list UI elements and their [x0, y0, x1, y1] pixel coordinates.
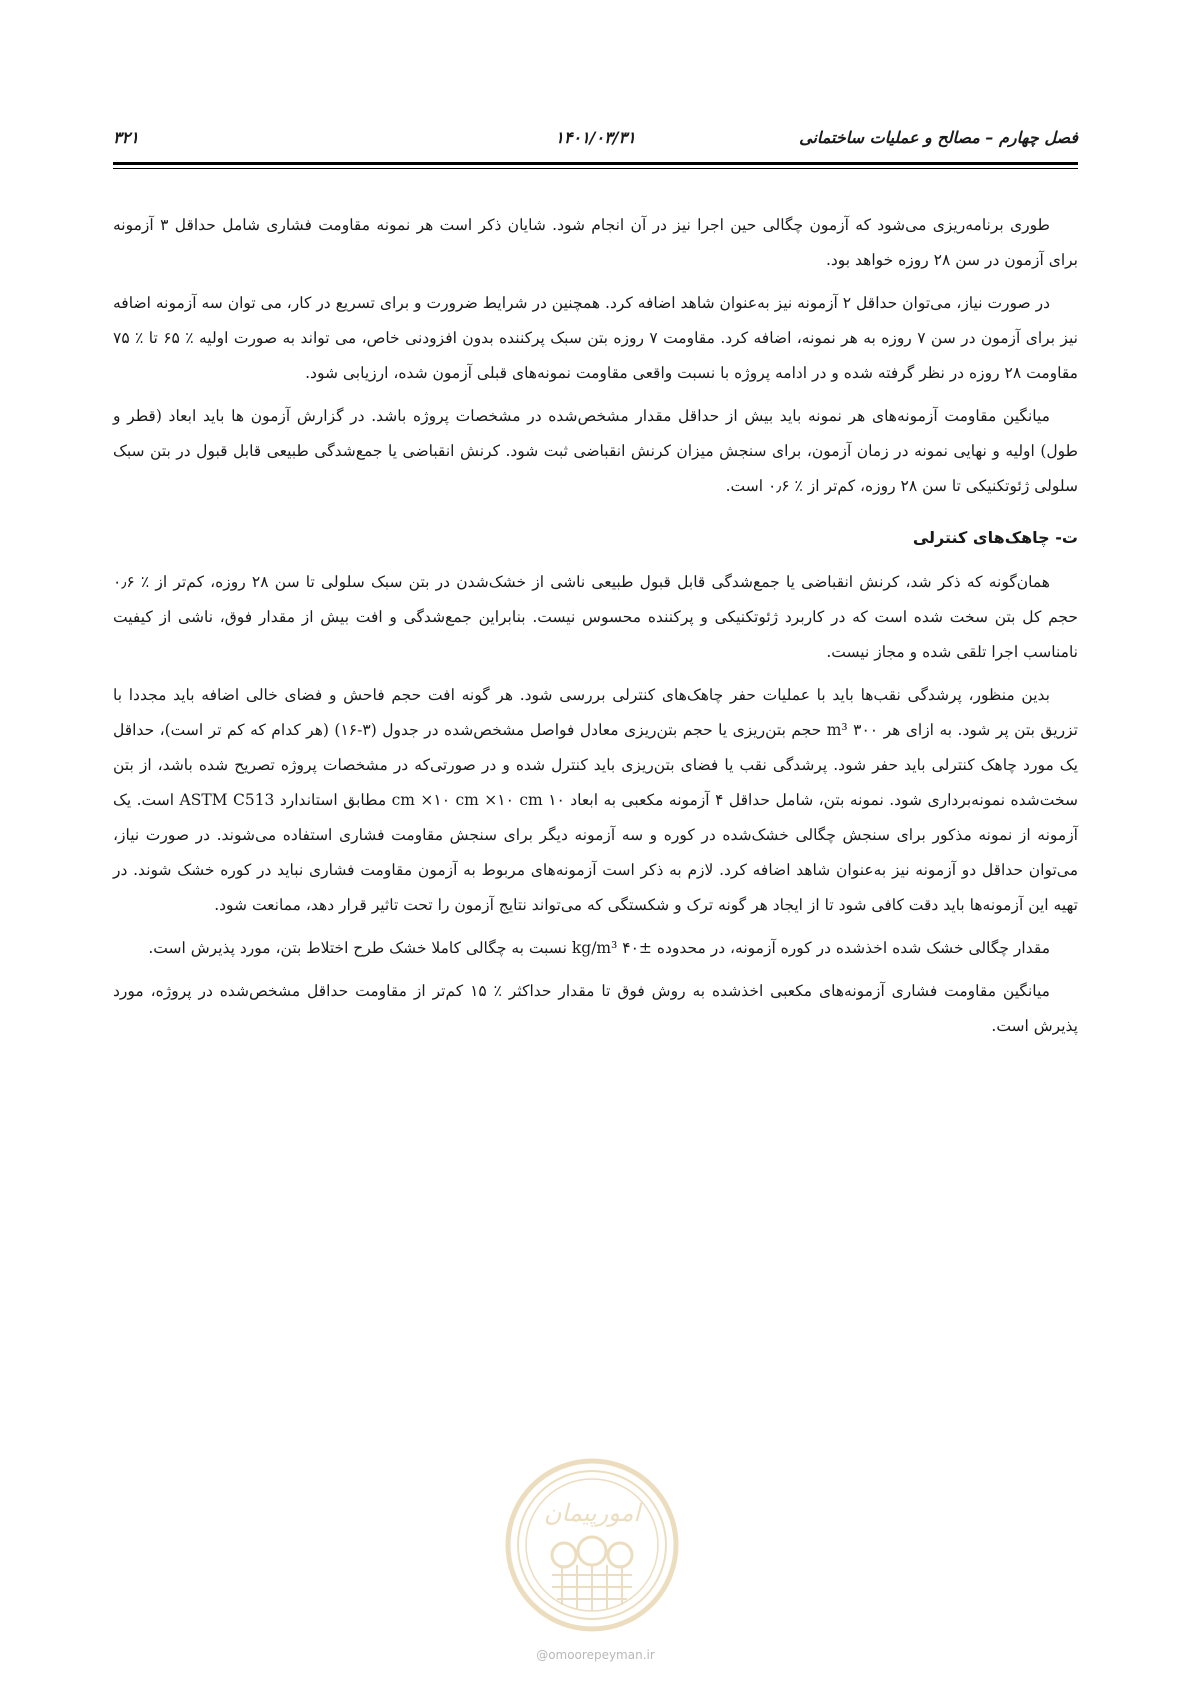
page-number: ۳۲۱	[113, 128, 139, 147]
paragraph: همان‌گونه که ذکر شد، کرنش انقباضی یا جمع‌شدگی قابل قبول طبیعی ناشی از خشک‌شدن در بتن سبک سلولی تا سن ۲۸ روزه، کم‌تر از ٪ ۰٫۶ حجم کل بتن سخت شده است که در کاربرد ژئوتکنیکی و پرکننده محسوس نیست. بنابراین جمع‌شدگی و افت بیش از مقدار فوق، ناشی از کیفیت نامناسب اجرا تلقی شده و مجاز نیست.	[113, 573, 1078, 661]
watermark-logo-text: امورپیمان	[543, 1499, 641, 1527]
paragraph: بدین منظور، پرشدگی نقب‌ها باید با عملیات حفر چاهک‌های کنترلی بررسی شود. هر گونه افت حجم فاحش و فضای خالی اضافه باید مجددا با تزریق بتن پر شود. به ازای هر ۳۰۰ m³ حجم بتن‌ریزی یا حجم بتن‌ریزی معادل فواصل مشخص‌شده در جدول (۳-۱۶) (هر کدام که کم تر است)، حداقل یک مورد چاهک کنترلی باید حفر شود. پرشدگی نقب یا فضای بتن‌ریزی باید کنترل شده و در صورتی‌که در مشخصات پروژه تصریح شده باشد، از بتن سخت‌شده نمونه‌برداری شود. نمونه بتن، شامل حداقل ۴ آزمونه مکعبی به ابعاد ۱۰ cm ×۱۰ cm ×۱۰ cm مطابق استاندارد ASTM C513 است. یک آزمونه از نمونه مذکور برای سنجش چگالی خشک‌شده در کوره و سه آزمونه دیگر برای سنجش مقاومت فشاری استفاده می‌شوند. در صورت نیاز، می‌توان حداقل دو آزمونه نیز به‌عنوان شاهد اضافه کرد. لازم به ذکر است آزمونه‌های مربوط به آزمون مقاومت فشاری نباید در کوره خشک شوند. در تهیه این آزمونه‌ها باید دقت کافی شود تا از ایجاد هر گونه ترک و شکستگی که می‌تواند نتایج آزمون را تحت تاثیر قرار دهد، ممانعت شود.	[113, 686, 1078, 914]
paragraph: طوری برنامه‌ریزی می‌شود که آزمون چگالی حین اجرا نیز در آن انجام شود. شایان ذکر است هر نمونه مقاومت فشاری شامل حداقل ۳ آزمونه برای آزمون در سن ۲۸ روزه خواهد بود.	[113, 216, 1078, 269]
header-rule-thick	[113, 162, 1078, 165]
document-body	[113, 208, 1078, 1052]
header-date: ۱۴۰۱/۰۳/۳۱	[555, 128, 636, 147]
watermark-url: @omoorepeyman.ir	[536, 1648, 655, 1662]
watermark-logo-icon	[502, 1455, 682, 1635]
paragraph: میانگین مقاومت فشاری آزمونه‌های مکعبی اخذشده به روش فوق تا مقدار حداکثر ٪ ۱۵ کم‌تر از مقاومت حداقل مشخص‌شده در پروژه، مورد پذیرش است.	[113, 982, 1078, 1035]
section-heading: ت- چاهک‌های کنترلی	[912, 528, 1078, 547]
header-rule-thin	[113, 168, 1078, 169]
chapter-title: فصل چهارم – مصالح و عملیات ساختمانی	[799, 128, 1078, 147]
paragraph: میانگین مقاومت آزمونه‌های هر نمونه باید بیش از حداقل مقدار مشخص‌شده در مشخصات پروژه باشد. در گزارش آزمون ها باید ابعاد (قطر و طول) اولیه و نهایی نمونه در زمان آزمون، برای سنجش میزان کرنش انقباضی ثبت شود. کرنش انقباضی یا جمع‌شدگی طبیعی قابل قبول در بتن سبک سلولی ژئوتکنیکی تا سن ۲۸ روزه، کم‌تر از ٪ ۰٫۶ است.	[113, 407, 1078, 495]
paragraph: در صورت نیاز، می‌توان حداقل ۲ آزمونه نیز به‌عنوان شاهد اضافه کرد. همچنین در شرایط ضرورت و برای تسریع در کار، می توان سه آزمونه اضافه نیز برای آزمون در سن ۷ روزه به هر نمونه، اضافه کرد. مقاومت ۷ روزه بتن سبک پرکننده بدون افزودنی خاص، می تواند به صورت اولیه ٪ ۶۵ تا ٪ ۷۵ مقاومت ۲۸ روزه در نظر گرفته شده و در ادامه پروژه با نسبت واقعی مقاومت نمونه‌های قبلی آزمون شده، ارزیابی شود.	[113, 294, 1078, 382]
paragraph: مقدار چگالی خشک شده اخذشده در کوره آزمونه، در محدوده ±۴۰ kg/m³ نسبت به چگالی کاملا خشک طرح اختلاط بتن، مورد پذیرش است.	[148, 939, 1050, 957]
page-header	[113, 128, 1078, 158]
